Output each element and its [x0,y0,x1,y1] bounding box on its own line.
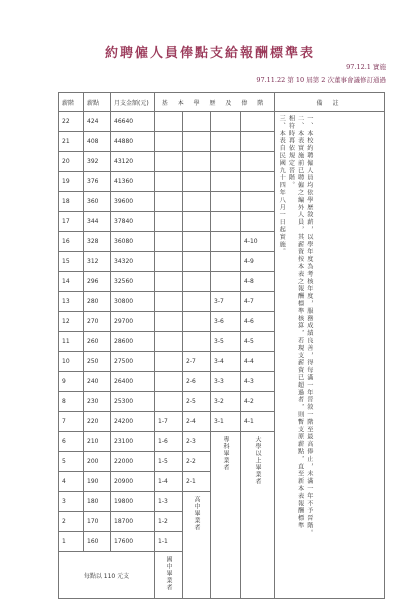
amount-cell: 43120 [111,152,155,172]
rank-cell [183,292,211,312]
amount-cell: 34320 [111,252,155,272]
grade-cell: 10 [59,352,84,372]
rank-cell: 3-2 [211,392,241,412]
amount-cell: 30800 [111,292,155,312]
rank-cell: 2-3 [183,432,211,452]
grade-cell: 3 [59,492,84,512]
senior-high-label: 高中畢業者 [193,496,200,531]
rank-cell: 2-2 [183,452,211,472]
senior-high-label-cell [183,492,211,599]
amount-cell: 20900 [111,472,155,492]
rank-cell [155,332,183,352]
university-label: 大學以上畢業者 [254,436,261,485]
rank-cell [211,252,241,272]
points-cell: 170 [84,512,111,532]
grade-cell: 8 [59,392,84,412]
rank-cell: 4-3 [241,372,275,392]
implementation-date: 97.12.1 實施 [346,63,386,71]
salary-standard-table [58,92,385,599]
rank-cell [183,272,211,292]
amount-cell: 18700 [111,512,155,532]
amount-cell: 19800 [111,492,155,512]
header-grade: 薪階 [59,93,84,112]
points-cell: 200 [84,452,111,472]
page-title: 約聘僱人員俸點支給報酬標準表 [104,46,315,61]
points-cell: 160 [84,532,111,552]
amount-cell: 44880 [111,132,155,152]
rank-cell [155,172,183,192]
points-cell: 344 [84,212,111,232]
points-cell: 280 [84,292,111,312]
rank-cell: 2-5 [183,392,211,412]
rank-cell: 3-6 [211,312,241,332]
amount-cell: 22000 [111,452,155,472]
table-row [59,112,385,132]
rank-cell [183,112,211,132]
amount-cell: 25300 [111,392,155,412]
grade-cell: 18 [59,192,84,212]
rank-cell [155,152,183,172]
note-item: 二、本表實施前已聘僱之編外人員，其薪資按本表之報酬標準核算，若現支薪資已超過者，則暫支原薪點，直至新本表報酬標準 [296,115,304,530]
header-points: 薪點 [84,93,111,112]
amount-cell: 37840 [111,212,155,232]
points-cell: 270 [84,312,111,332]
revision-note: 97.11.22 第 10 屆第 2 次董事會議修訂通過 [256,76,386,84]
amount-cell: 41360 [111,172,155,192]
junior-high-label-cell [155,552,183,599]
rank-cell [183,132,211,152]
rank-cell [183,172,211,192]
rank-cell [211,112,241,132]
header-amount: 月支金額(元) [111,93,155,112]
points-cell: 230 [84,392,111,412]
rank-cell [155,132,183,152]
rank-cell: 4-9 [241,252,275,272]
rank-cell: 1-7 [155,412,183,432]
rank-cell: 1-3 [155,492,183,512]
amount-cell: 32560 [111,272,155,292]
rank-cell: 2-1 [183,472,211,492]
rank-cell [155,352,183,372]
amount-cell: 29700 [111,312,155,332]
rank-cell: 4-2 [241,392,275,412]
rank-cell [183,152,211,172]
rank-cell [183,312,211,332]
amount-cell: 17600 [111,532,155,552]
grade-cell: 2 [59,512,84,532]
rank-cell: 4-8 [241,272,275,292]
university-label-cell [241,432,275,599]
rank-cell [155,252,183,272]
rank-cell [155,112,183,132]
points-cell: 296 [84,272,111,292]
rank-cell [241,112,275,132]
notes-cell [275,112,385,599]
rank-cell [241,172,275,192]
amount-cell: 24200 [111,412,155,432]
rank-cell [241,152,275,172]
rank-cell [241,132,275,152]
rank-cell: 4-10 [241,232,275,252]
rank-cell [183,232,211,252]
rank-cell [183,212,211,232]
grade-cell: 13 [59,292,84,312]
grade-cell: 16 [59,232,84,252]
points-cell: 240 [84,372,111,392]
rank-cell [155,312,183,332]
rank-cell [211,172,241,192]
rank-cell [155,272,183,292]
rank-cell [183,252,211,272]
header-row [59,93,385,112]
rank-cell: 4-7 [241,292,275,312]
rank-cell [155,392,183,412]
rank-cell [241,192,275,212]
points-cell: 312 [84,252,111,272]
grade-cell: 4 [59,472,84,492]
rank-cell [183,332,211,352]
rank-cell: 3-3 [211,372,241,392]
rank-cell [155,372,183,392]
grade-cell: 14 [59,272,84,292]
points-cell: 408 [84,132,111,152]
rank-cell: 1-6 [155,432,183,452]
points-cell: 376 [84,172,111,192]
grade-cell: 12 [59,312,84,332]
points-cell: 220 [84,412,111,432]
rank-cell [183,192,211,212]
rank-cell [155,232,183,252]
points-cell: 210 [84,432,111,452]
points-cell: 190 [84,472,111,492]
points-cell: 360 [84,192,111,212]
rank-cell [155,212,183,232]
rank-cell: 1-2 [155,512,183,532]
rank-cell: 4-6 [241,312,275,332]
grade-cell: 21 [59,132,84,152]
grade-cell: 5 [59,452,84,472]
rank-cell: 3-4 [211,352,241,372]
grade-cell: 19 [59,172,84,192]
points-cell: 424 [84,112,111,132]
grade-cell: 11 [59,332,84,352]
rank-cell [211,272,241,292]
rank-cell: 2-6 [183,372,211,392]
rank-cell: 1-1 [155,532,183,552]
points-cell: 250 [84,352,111,372]
points-cell: 392 [84,152,111,172]
rank-cell: 1-5 [155,452,183,472]
notes-text [277,115,314,570]
rank-cell: 2-7 [183,352,211,372]
grade-cell: 9 [59,372,84,392]
amount-cell: 39600 [111,192,155,212]
rank-cell: 3-7 [211,292,241,312]
grade-cell: 22 [59,112,84,132]
header-standard: 基 本 學 歷 及 俸 階 [155,93,275,112]
rank-cell [211,192,241,212]
amount-cell: 23100 [111,432,155,452]
college-label: 專科畢業者 [222,436,229,471]
grade-cell: 15 [59,252,84,272]
amount-cell: 28600 [111,332,155,352]
rank-cell [155,192,183,212]
rank-cell: 4-4 [241,352,275,372]
rank-cell [155,292,183,312]
junior-high-label: 國中畢業者 [165,556,172,591]
rank-cell [241,212,275,232]
rank-cell: 1-4 [155,472,183,492]
amount-cell: 27500 [111,352,155,372]
rank-cell [211,152,241,172]
rank-cell [211,212,241,232]
grade-cell: 1 [59,532,84,552]
rank-cell: 3-5 [211,332,241,352]
rank-cell: 3-1 [211,412,241,432]
grade-cell: 7 [59,412,84,432]
points-cell: 180 [84,492,111,512]
header-notes: 備 註 [275,93,385,112]
note-item: 一、本校約聘僱人員均依學歷敘薪，以學年度為考核年度，服務成績良善，得每滿一年晉敘一階至最高俸止，未滿一年不予晉階。 [305,115,313,537]
note-item: 三、本表自民國九十四年八月一日起實施。 [278,115,286,256]
rank-cell: 4-1 [241,412,275,432]
amount-cell: 36080 [111,232,155,252]
amount-cell: 46640 [111,112,155,132]
rank-cell: 2-4 [183,412,211,432]
grade-cell: 20 [59,152,84,172]
points-cell: 260 [84,332,111,352]
grade-cell: 6 [59,432,84,452]
grade-cell: 17 [59,212,84,232]
amount-cell: 26400 [111,372,155,392]
points-cell: 328 [84,232,111,252]
rank-cell [211,132,241,152]
rank-cell: 4-5 [241,332,275,352]
rate-note: 每點以 110 元支 [59,552,155,599]
college-label-cell [211,432,241,599]
rank-cell [211,232,241,252]
note-item: 相符時再依規定晉階。 [287,115,295,189]
